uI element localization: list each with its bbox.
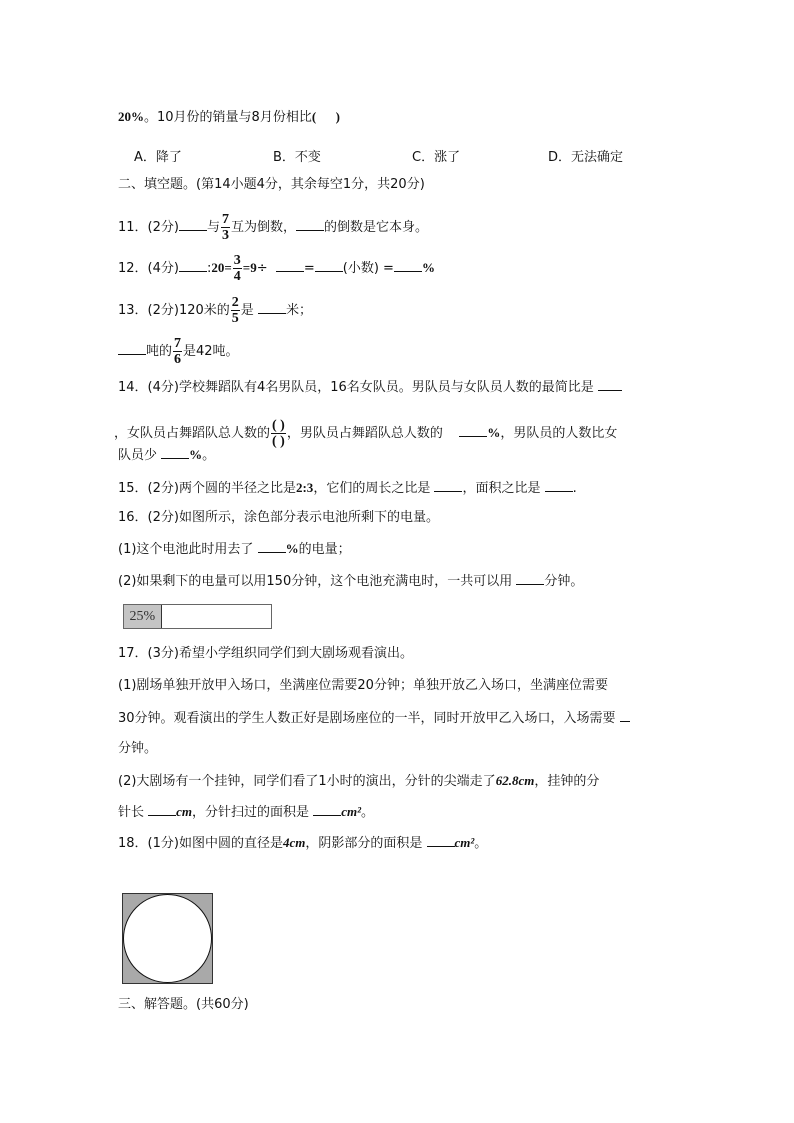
percent-value: 20% bbox=[118, 109, 144, 124]
battery-figure bbox=[123, 604, 272, 629]
text: (1)这个电池此时用去了 bbox=[118, 542, 254, 557]
section-2-heading: 二、填空题。(第14小题4分，其余每空1分，共20分) bbox=[118, 177, 425, 192]
q10-text: 。10月份的销量与8月份相比 bbox=[144, 110, 312, 125]
question-16-part1 bbox=[118, 540, 351, 559]
text: 2:3 bbox=[295, 480, 314, 495]
denominator: 6 bbox=[174, 352, 182, 367]
text: 针长 bbox=[118, 805, 145, 820]
text: . bbox=[572, 481, 577, 496]
q-num: 13．(2分) bbox=[118, 303, 179, 318]
text: 米； bbox=[285, 303, 312, 318]
q10-continuation bbox=[118, 108, 340, 127]
question-14-line3 bbox=[118, 446, 215, 465]
text: 30分钟。观看演出的学生人数正好是剧场座位的一半，同时开放甲乙入场口，入场需要 bbox=[118, 711, 616, 726]
battery-fill bbox=[124, 605, 162, 628]
text: ，挂钟的分 bbox=[534, 774, 600, 789]
answer-blank[interactable] bbox=[427, 834, 455, 847]
fraction bbox=[233, 253, 242, 284]
answer-blank[interactable] bbox=[118, 342, 146, 355]
text: % bbox=[285, 541, 299, 556]
answer-blank[interactable] bbox=[516, 572, 544, 585]
answer-blank[interactable] bbox=[296, 218, 324, 231]
answer-blank[interactable] bbox=[313, 803, 341, 816]
text: ，阴影部分的面积是 bbox=[305, 836, 423, 851]
denominator: 5 bbox=[231, 311, 239, 326]
circle bbox=[123, 894, 212, 983]
section-3-heading: 三、解答题。(共60分) bbox=[118, 997, 249, 1012]
text: % bbox=[189, 447, 203, 462]
answer-blank[interactable] bbox=[179, 259, 207, 272]
battery-label: 25% bbox=[129, 608, 156, 624]
numerator: 7 bbox=[221, 212, 229, 227]
numerator: 7 bbox=[174, 336, 182, 351]
question-17-part1: (1)剧场单独开放甲入场口，坐满座位需要20分钟；单独开放乙入场口，坐满座位需要 bbox=[118, 678, 608, 693]
numerator: 2 bbox=[231, 295, 239, 310]
unit: cm bbox=[176, 804, 193, 819]
text: 的电量； bbox=[298, 542, 351, 557]
text: (2)如果剩下的电量可以用150分钟，这个电池充满电时，一共可以用 bbox=[118, 574, 513, 589]
question-14 bbox=[118, 378, 622, 397]
question-18 bbox=[118, 834, 487, 853]
text: 分钟。 bbox=[544, 574, 584, 589]
unit: cm² bbox=[454, 835, 475, 850]
text: : bbox=[206, 261, 212, 276]
denominator: 4 bbox=[233, 269, 241, 284]
answer-blank[interactable] bbox=[545, 479, 573, 492]
fraction bbox=[231, 295, 240, 326]
text: ，男队员的人数比女 bbox=[500, 426, 618, 441]
question-14-line2 bbox=[114, 418, 617, 449]
fraction-blank[interactable] bbox=[271, 418, 286, 449]
question-17-part1-line3: 分钟。 bbox=[118, 741, 158, 756]
denominator: 3 bbox=[221, 228, 229, 243]
question-17-part2-line2 bbox=[118, 803, 374, 822]
text: ÷ bbox=[256, 261, 268, 276]
numerator: ( ) bbox=[272, 418, 285, 433]
answer-blank[interactable] bbox=[620, 709, 630, 722]
text: 。 bbox=[474, 836, 488, 851]
unit: cm² bbox=[341, 804, 361, 819]
text: 18．(1分)如图中圆的直径是 bbox=[118, 836, 283, 851]
question-17: 17．(3分)希望小学组织同学们到大剧场观看演出。 bbox=[118, 646, 413, 661]
text: = bbox=[242, 260, 251, 275]
text: % bbox=[487, 425, 501, 440]
text: 62.8cm bbox=[495, 773, 535, 788]
answer-blank[interactable] bbox=[276, 259, 304, 272]
text: = bbox=[224, 260, 232, 275]
fraction bbox=[173, 336, 182, 367]
text: 14．(4分)学校舞蹈队有4名男队员，16名女队员。男队员与女队员人数的最简比是 bbox=[118, 380, 594, 395]
answer-blank[interactable] bbox=[598, 378, 622, 391]
fraction bbox=[221, 212, 230, 243]
answer-blank[interactable] bbox=[434, 479, 462, 492]
text: (小数) = bbox=[342, 261, 394, 276]
option-b[interactable]: B．不变 bbox=[273, 150, 321, 165]
answer-blank[interactable] bbox=[148, 803, 176, 816]
text: 。 bbox=[360, 805, 374, 820]
numerator: 3 bbox=[233, 253, 241, 268]
question-16: 16．(2分)如图所示，涂色部分表示电池所剩下的电量。 bbox=[118, 510, 439, 525]
text: 120米的 bbox=[178, 303, 230, 318]
text: 队员少 bbox=[118, 448, 158, 463]
text: ，女队员占舞蹈队总人数的 bbox=[114, 426, 271, 441]
question-13 bbox=[118, 295, 312, 326]
text: 9 bbox=[250, 260, 257, 275]
question-12 bbox=[118, 253, 435, 284]
answer-blank[interactable] bbox=[394, 259, 422, 272]
text: 20 bbox=[211, 260, 225, 275]
denominator: ( ) bbox=[272, 434, 285, 449]
answer-paren[interactable]: ( ) bbox=[311, 109, 340, 124]
answer-blank[interactable] bbox=[179, 218, 207, 231]
option-a[interactable]: A．降了 bbox=[134, 150, 182, 165]
square-with-circle-figure bbox=[122, 893, 213, 984]
question-11 bbox=[118, 212, 428, 243]
answer-blank[interactable] bbox=[315, 259, 343, 272]
text: 的倒数是它本身。 bbox=[324, 220, 429, 235]
text: 4cm bbox=[282, 835, 306, 850]
text: 与 bbox=[206, 220, 220, 235]
question-15 bbox=[118, 479, 577, 498]
text: 吨的 bbox=[146, 344, 173, 359]
question-13-part2 bbox=[118, 336, 239, 367]
answer-blank[interactable] bbox=[459, 424, 487, 437]
text: ，面积之比是 bbox=[462, 481, 541, 496]
text: 互为倒数， bbox=[230, 220, 296, 235]
text: 。 bbox=[202, 448, 216, 463]
q-num: 11．(2分) bbox=[118, 220, 179, 235]
answer-blank[interactable] bbox=[258, 301, 286, 314]
q-num: 12．(4分) bbox=[118, 261, 179, 276]
text: ，男队员占舞蹈队总人数的 bbox=[286, 426, 443, 441]
text: 是 bbox=[240, 303, 254, 318]
text: ，它们的周长之比是 bbox=[313, 481, 431, 496]
text: ，分针扫过的面积是 bbox=[192, 805, 310, 820]
text: % bbox=[421, 260, 435, 275]
question-17-part1-line2 bbox=[118, 709, 630, 728]
text: (2)大剧场有一个挂钟，同学们看了1小时的演出，分针的尖端走了 bbox=[118, 774, 496, 789]
text: 是42吨。 bbox=[183, 344, 239, 359]
answer-blank[interactable] bbox=[161, 446, 189, 459]
answer-blank[interactable] bbox=[258, 540, 286, 553]
question-17-part2 bbox=[118, 772, 599, 791]
option-d[interactable]: D．无法确定 bbox=[548, 150, 624, 165]
question-16-part2 bbox=[118, 572, 583, 591]
option-c[interactable]: C．涨了 bbox=[412, 150, 461, 165]
text: = bbox=[303, 261, 315, 276]
text: 15．(2分)两个圆的半径之比是 bbox=[118, 481, 296, 496]
